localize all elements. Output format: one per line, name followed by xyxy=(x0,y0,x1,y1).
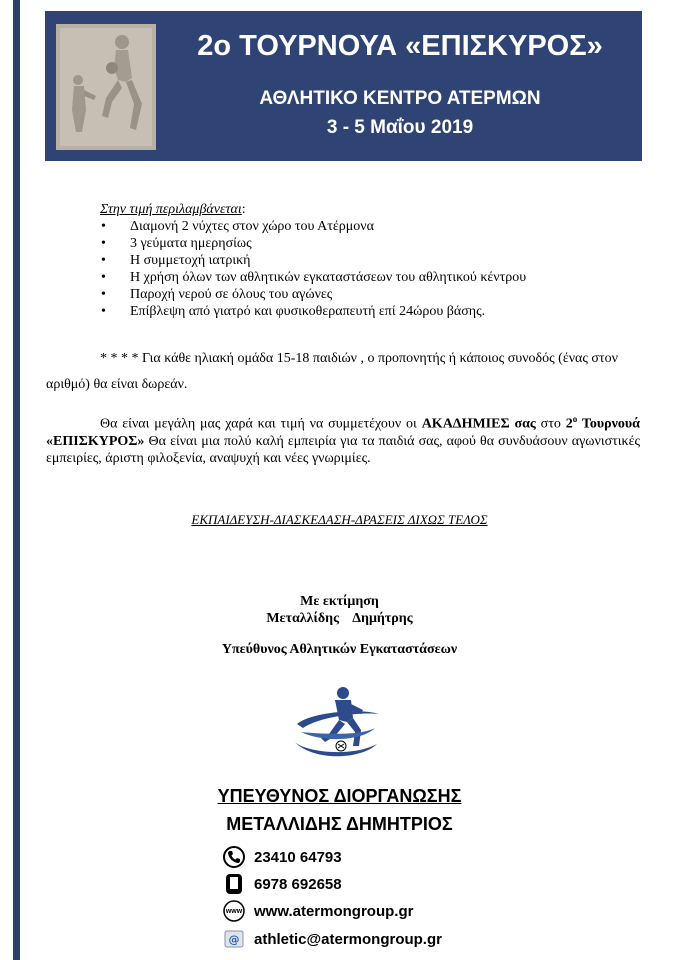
mobile-number: 6978 692658 xyxy=(254,875,342,893)
mobile-icon xyxy=(222,872,246,896)
contact-mobile xyxy=(222,872,342,896)
organizer-name: ΜΕΤΑΛΛΙΔΗΣ ΔΗΜΗΤΡΙΟΣ xyxy=(226,814,453,834)
includes-list xyxy=(100,218,526,320)
phone-icon xyxy=(222,845,246,869)
motto: ΕΚΠΑΙΔΕΥΣΗ-ΔΙΑΣΚΕΔΑΣΗ-ΔΡΑΣΕΙΣ ΔΙΧΩΣ ΤΕΛΟΣ xyxy=(191,512,488,527)
banner-dates: 3 - 5 Μαΐου 2019 xyxy=(326,117,474,138)
list-item: • Η χρήση όλων των αθλητικών εγκαταστάσεων του αθλητικού κέντρου xyxy=(100,269,526,286)
ancient-relief-image xyxy=(56,24,156,150)
invitation-paragraph: Θα είναι μεγάλη μας χαρά και τιμή να συμμετέχουν οι ΑΚΑΔΗΜΙΕΣ σας στο $2^o$ Τουρνουά «ΕΠΙΣΚΥΡΟΣ» Θα είναι μια πολύ καλή εμπειρία για τα παιδιά σας, αφού θα συνδυάσουν αγωνιστικές εμπειρίες, άριστη φιλοξενία, αναψυχή και νέες γνωριμίες. xyxy=(46,414,640,466)
contact-website xyxy=(222,899,413,923)
signature-closing: Με εκτίμηση xyxy=(300,594,379,609)
contact-phone xyxy=(222,845,342,869)
athlete-logo xyxy=(291,684,386,764)
list-item: • Διαμονή 2 νύχτες στον χώρο του Ατέρμονα xyxy=(100,218,526,235)
banner-venue: ΑΘΛΗΤΙΚΟ ΚΕΝΤΡΟ ΑΤΕΡΜΩΝ xyxy=(259,88,541,109)
phone-number: 23410 64793 xyxy=(254,848,342,866)
coach-free-note: * * * * Για κάθε ηλιακή ομάδα 15-18 παιδιών , ο προπονητής ή κάποιος συνοδός (ένας στον αριθμό) θα είναι δωρεάν. xyxy=(46,351,618,392)
email-link[interactable]: athletic@atermongroup.gr xyxy=(254,930,442,948)
signature-name: Μεταλλίδης Δημήτρης xyxy=(266,611,413,626)
includes-heading: Στην τιμή περιλαμβάνεται: xyxy=(100,202,246,217)
list-item: • Παροχή νερού σε όλους του αγώνες xyxy=(100,286,526,303)
web-icon-label: www xyxy=(225,907,243,915)
website-link[interactable]: www.atermongroup.gr xyxy=(254,902,414,920)
organizer-title: ΥΠΕΥΘΥΝΟΣ ΔΙΟΡΓΑΝΩΣΗΣ xyxy=(217,786,462,806)
price-includes-section xyxy=(100,202,526,320)
web-icon xyxy=(222,899,246,923)
list-item: • Η συμμετοχή ιατρική xyxy=(100,252,526,269)
list-item: • Επίβλεψη από γιατρό και φυσικοθεραπευτή επί 24ώρου βάσης. xyxy=(100,303,526,320)
includes-title: Στην τιμή περιλαμβάνεται xyxy=(100,202,242,217)
svg-text:@: @ xyxy=(228,933,240,946)
signature-role: Υπεύθυνος Αθλητικών Εγκαταστάσεων xyxy=(221,642,458,657)
email-icon xyxy=(222,927,246,951)
contact-email xyxy=(222,927,442,951)
list-item: • 3 γεύματα ημερησίως xyxy=(100,235,526,252)
banner-title: 2ο ΤΟΥΡΝΟΥΑ «ΕΠΙΣΚΥΡΟΣ» xyxy=(197,30,603,62)
